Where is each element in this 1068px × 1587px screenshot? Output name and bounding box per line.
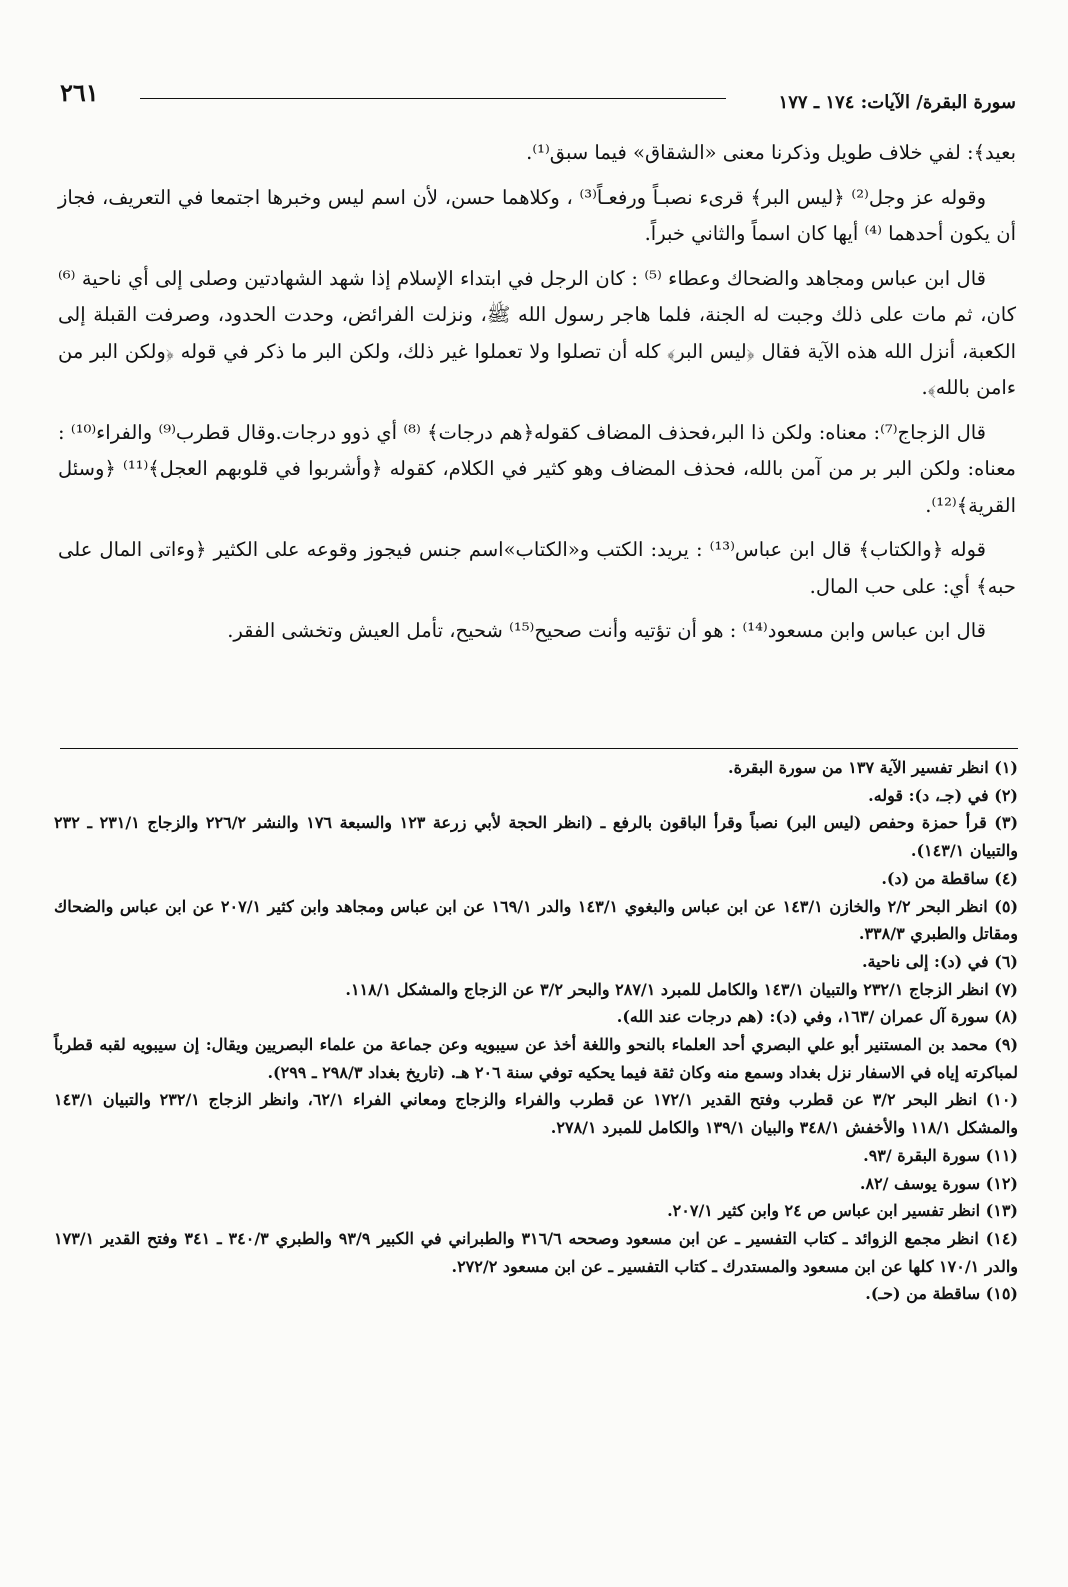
footnote: (٣) قرأ حمزة وحفص (ليس البر) نصباً وقرأ الباقون بالرفع ـ (انظر الحجة لأبي زرعة ١٢٣ والسبعة ١٧٦ والنشر ٢٢٦/٢ والزجاج ٢٣١/١ ـ ٢٣٢ والتبيان ١٤٣/١). (54, 813, 1019, 861)
paragraph: قال الزجاج⁽⁷⁾: معناه: ولكن ذا البر،فحذف المضاف كقوله﴿هم درجات﴾ ⁽⁸⁾ أي ذوو درجات.وقال قطرب⁽⁹⁾ والفراء⁽¹⁰⁾ : معناه: ولكن البر بر من آمن بالله، فحذف المضاف وهو كثير في الكلام، كقوله ﴿وأشربوا في قلوبهم العجل﴾⁽¹¹⁾ ﴿وسئل القرية﴾⁽¹²⁾. (58, 420, 1017, 517)
page-number: ٢٦١ (60, 78, 99, 107)
footnote: (٩) محمد بن المستنير أبو علي البصري أحد العلماء بالنحو واللغة أخذ عن سيبويه وعن جماعة من علماء البصريين ويقال: إن سيبويه لقبه قطرباً لمباكرته إياه في الاسفار نزل بغداد وسمع منه وكان ثقة فيما يحكيه توفي سنة ٢٠٦ هـ. (تاريخ بغداد ٢٩٨/٣ ـ ٢٩٩). (54, 1035, 1019, 1082)
footnote: (٢) في (جـ، د): قوله. (868, 785, 1018, 805)
footnote: (١٥) ساقطة من (حـ). (865, 1284, 1018, 1304)
footnote: (٨) سورة آل عمران /١٦٣، وفي (د): (هم درجات عند الله). (616, 1007, 1018, 1027)
paragraph: قال ابن عباس وابن مسعود⁽¹⁴⁾ : هو أن تؤتيه وأنت صحيح⁽¹⁵⁾ شحيح، تأمل العيش وتخشى الفقر. (227, 619, 986, 642)
header-rule (140, 98, 726, 99)
footnote: (١٣) انظر تفسير ابن عباس ص ٢٤ وابن كثير ٢٠٧/١. (667, 1201, 1018, 1221)
footnote: (١) انظر تفسير الآية ١٣٧ من سورة البقرة. (728, 758, 1018, 777)
footnotes (54, 754, 1018, 1308)
paragraph: وقوله عز وجل⁽²⁾ ﴿ليس البر﴾ قرىء نصبـاً ورفعـاً⁽³⁾ ، وكلاهما حسن، لأن اسم ليس وخبرها اجتمعا في التعريف، فجاز أن يكون أحدهما ⁽⁴⁾ أيها كان اسماً والثاني خبراً. (58, 185, 1016, 245)
footnote: (١٢) سورة يوسف /٨٢. (859, 1173, 1018, 1193)
footnote: (٦) في (د): إلى ناحية. (861, 951, 1018, 971)
footnote: (٤) ساقطة من (د). (881, 868, 1018, 888)
footnote: (٧) انظر الزجاج ٢٣٢/١ والتبيان ١٤٣/١ والكامل للمبرد ٢٨٧/١ والبحر ٣/٢ عن الزجاج والمشكل ١١٨/١. (345, 979, 1018, 999)
main-text (58, 135, 1016, 658)
footnote-divider (60, 748, 1018, 749)
paragraph: قوله ﴿والكتاب﴾ قال ابن عباس⁽¹³⁾ : يريد: الكتب و«الكتاب»اسم جنس فيجوز وقوعه على الكثير ﴿وءاتى المال على حبه﴾ أي: على حب المال. (58, 538, 1016, 598)
running-title: سورة البقرة/ الآيات: ١٧٤ ـ ١٧٧ (778, 92, 1016, 113)
footnote: (١٠) انظر البحر ٣/٢ عن قطرب وفتح القدير ١٧٢/١ عن قطرب والفراء والزجاج ومعاني الفراء ٦٢/١، وانظر الزجاج ٢٣٢/١ والتبيان ١٤٣/١ والمشكل ١١٨/١ والأخفش ٣٤٨/١ والبيان ١٣٩/١ والكامل للمبرد ٢٧٨/١. (54, 1090, 1019, 1138)
footnote: (١١) سورة البقرة /٩٣. (863, 1145, 1018, 1165)
paragraph: قال ابن عباس ومجاهد والضحاك وعطاء ⁽⁵⁾ : كان الرجل في ابتداء الإسلام إذا شهد الشهادتين وصلى إلى أي ناحية ⁽⁶⁾ كان، ثم مات على ذلك وجبت له الجنة، فلما هاجر رسول الله ﷺ، ونزلت الفرائض، وحدت الحدود، وصرفت القبلة إلى الكعبة، أنزل الله هذه الآية فقال ﴿ليس البر﴾ كله أن تصلوا ولا تعملوا غير ذلك، ولكن البر ما ذكر في قوله ﴿ولكن البر من ءامن بالله﴾. (58, 266, 1016, 399)
footnote: (٥) انظر البحر ٢/٢ والخازن ١٤٣/١ عن ابن عباس والبغوي ١٤٣/١ والدر ١٦٩/١ عن ابن عباس ومجاهد وابن كثير ٢٠٧/١ عن ابن عباس والضحاك ومقاتل والطبري ٣٣٨/٣. (54, 896, 1019, 944)
page-header (60, 78, 1016, 118)
footnote: (١٤) انظر مجمع الزوائد ـ كتاب التفسير ـ عن ابن مسعود وصححه ٣١٦/٦ والطبراني في الكبير ٩٣/٩ والطبري ٣٤٠/٣ ـ ٣٤١ وفتح القدير ١٧٣/١ والدر ١٧٠/١ كلها عن ابن مسعود والمستدرك ـ كتاب التفسير ـ عن ابن مسعود ٢٧٢/٢. (54, 1228, 1019, 1276)
paragraph: بعيد﴾: لفي خلاف طويل وذكرنا معنى «الشقاق» فيما سبق⁽¹⁾. (526, 141, 1016, 164)
